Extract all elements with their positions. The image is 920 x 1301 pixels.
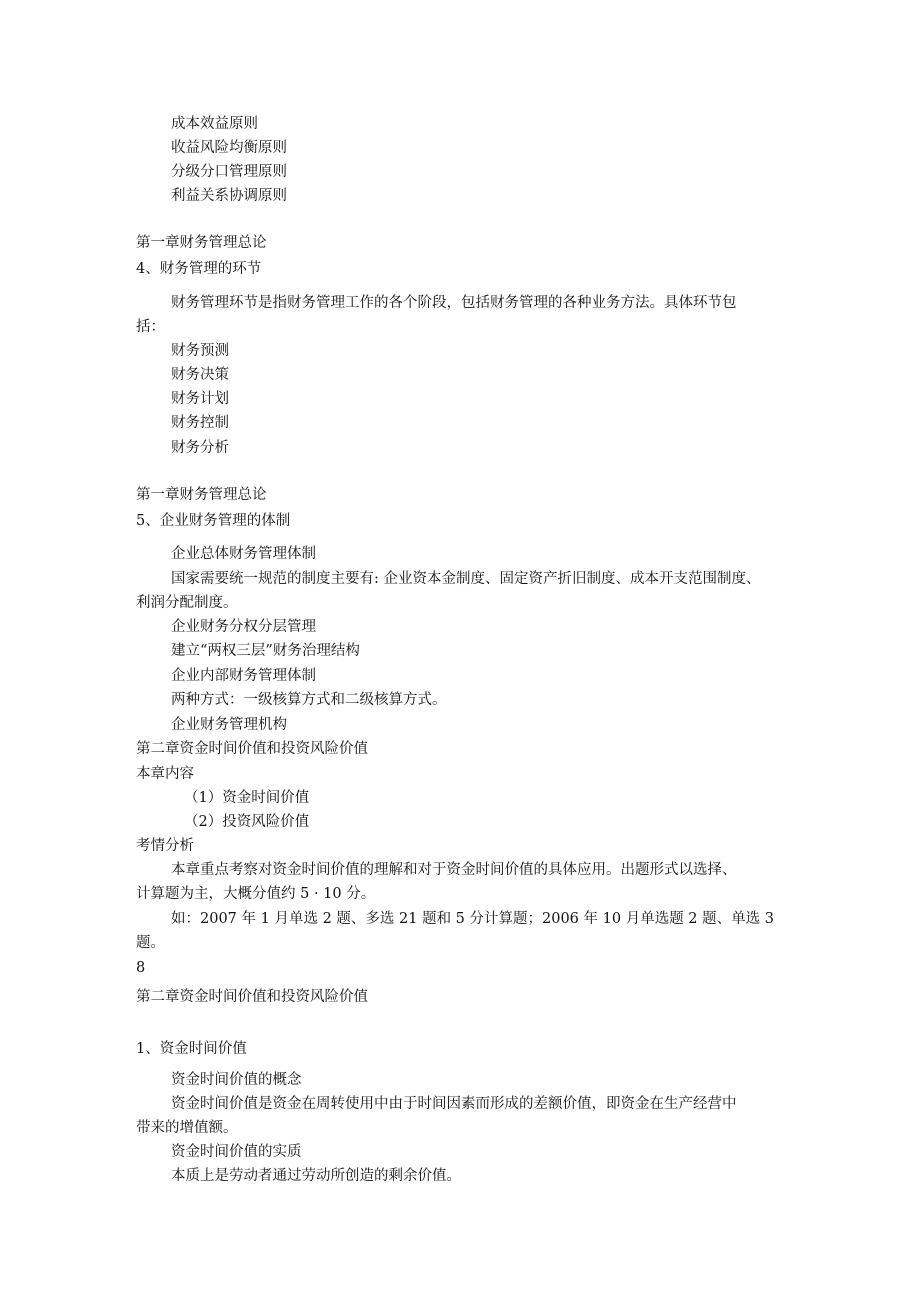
paragraph-line: 财务管理环节是指财务管理工作的各个阶段，包括财务管理的各种业务方法。具体环节包 (171, 295, 737, 311)
paragraph-line: 国家需要统一规范的制度主要有: 企业资本金制度、固定资产折旧制度、成本开支范围制度、 (171, 571, 761, 587)
subheading: 资金时间价值的实质 (171, 1144, 302, 1160)
paragraph-line: 题。 (136, 935, 165, 951)
chapter-title: 第二章资金时间价值和投资风险价值 (136, 741, 368, 757)
list-item: 财务计划 (171, 391, 229, 407)
paragraph-line: 如：2007 年 1 月单选 2 题、多选 21 题和 5 分计算题；2006 年 10 月单选题 2 题、单选 3 (171, 911, 774, 927)
subheading: 企业总体财务管理体制 (171, 546, 316, 562)
subheading: 企业内部财务管理体制 (171, 668, 316, 684)
paragraph-line: 带来的增值额。 (136, 1120, 238, 1136)
chapter-title: 第一章财务管理总论 (136, 487, 267, 503)
section-heading: 1、资金时间价值 (136, 1041, 247, 1057)
label: 考情分析 (136, 838, 194, 854)
principle-item: 利益关系协调原则 (171, 188, 287, 204)
list-item: 财务控制 (171, 415, 229, 431)
list-item: 财务预测 (171, 343, 229, 359)
subheading: 企业财务分权分层管理 (171, 619, 316, 635)
section-heading: 4、财务管理的环节 (136, 261, 262, 277)
paragraph-line: 资金时间价值是资金在周转使用中由于时间因素而形成的差额价值，即资金在生产经营中 (171, 1096, 737, 1112)
list-item: （2）投资风险价值 (184, 814, 310, 830)
paragraph-line: 计算题为主，大概分值约 5 · 10 分。 (136, 886, 376, 902)
page-number: 8 (136, 960, 146, 976)
paragraph-line: 利润分配制度。 (136, 595, 238, 611)
section-heading: 5、企业财务管理的体制 (136, 513, 291, 529)
paragraph-line: 本章重点考察对资金时间价值的理解和对于资金时间价值的具体应用。出题形式以选择、 (171, 862, 737, 878)
label: 本章内容 (136, 766, 194, 782)
chapter-title: 第二章资金时间价值和投资风险价值 (136, 989, 368, 1005)
list-item: （1）资金时间价值 (184, 790, 310, 806)
paragraph-line: 本质上是劳动者通过劳动所创造的剩余价值。 (171, 1168, 461, 1184)
principle-item: 成本效益原则 (171, 116, 258, 132)
subheading: 企业财务管理机构 (171, 717, 287, 733)
paragraph-line: 建立“两权三层”财务治理结构 (171, 643, 360, 659)
list-item: 财务分析 (171, 440, 229, 456)
paragraph-line: 两种方式：一级核算方式和二级核算方式。 (171, 692, 447, 708)
paragraph-line: 括： (136, 319, 165, 335)
list-item: 财务决策 (171, 367, 229, 383)
subheading: 资金时间价值的概念 (171, 1072, 302, 1088)
chapter-title: 第一章财务管理总论 (136, 235, 267, 251)
principle-item: 收益风险均衡原则 (171, 140, 287, 156)
principle-item: 分级分口管理原则 (171, 164, 287, 180)
